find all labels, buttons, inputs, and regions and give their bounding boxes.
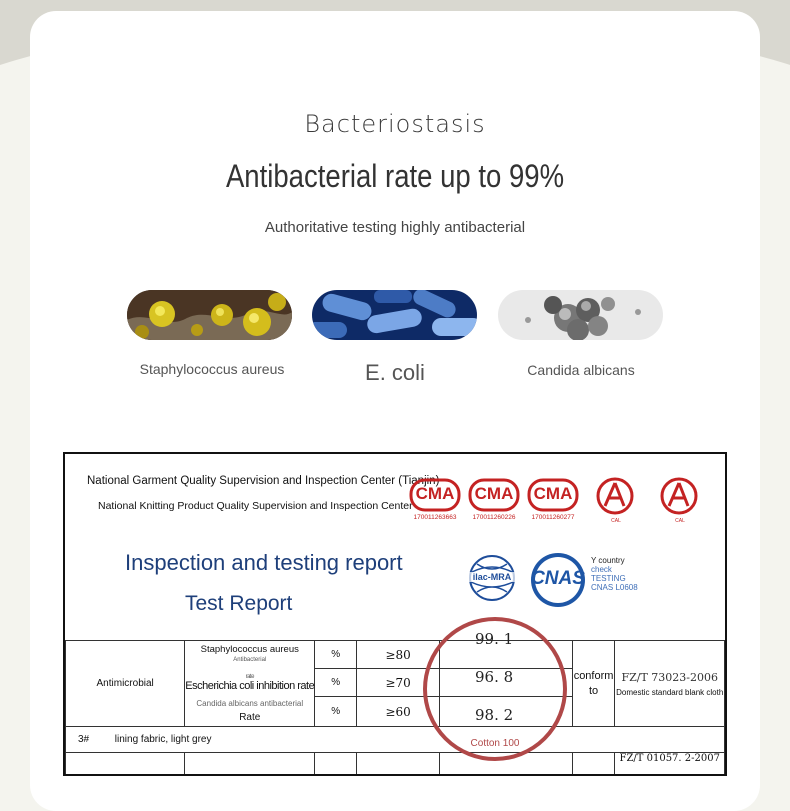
report-org-line2: National Knitting Product Quality Supervision and Inspection Center bbox=[98, 500, 413, 512]
item-staphylococcus: Staphylococcus aureus Antibacterial bbox=[185, 641, 315, 669]
test-report bbox=[63, 452, 727, 776]
unit-cell: % bbox=[315, 669, 357, 697]
standard-cell: FZ/T 73023-2006 Domestic standard blank cloth bbox=[615, 641, 725, 727]
result-value-3: 98. 2 bbox=[475, 706, 514, 724]
section-description: Authoritative testing highly antibacterial bbox=[264, 219, 526, 236]
unit-cell: % bbox=[315, 641, 357, 669]
item-candida: Candida albicans antibacterial Rate bbox=[185, 697, 315, 727]
table-row bbox=[66, 727, 725, 753]
verdict-cell: conform to bbox=[572, 641, 615, 727]
requirement-cell: ≥70 bbox=[357, 669, 440, 697]
ecoli-image bbox=[312, 290, 477, 340]
bacteria-label-ecoli: E. coli bbox=[365, 360, 425, 385]
bacteria-label-staphylococcus: Staphylococcus aureus bbox=[139, 361, 285, 377]
staphylococcus-image bbox=[127, 290, 292, 340]
candida-image bbox=[498, 290, 663, 340]
report-title: Inspection and testing report bbox=[125, 550, 403, 575]
item-ecoli: rate Escherichia coli inhibition rate bbox=[185, 669, 315, 697]
cotton-label: Cotton 100 bbox=[470, 738, 520, 749]
sample-row: 3# lining fabric, light grey bbox=[66, 727, 725, 753]
standard2-cell: FZ/T 01057. 2-2007 bbox=[615, 753, 725, 777]
cma-seal-1: CMA 170011263663 bbox=[409, 476, 461, 526]
cnas-logo: CNAS bbox=[527, 552, 589, 608]
requirement-cell: ≥80 bbox=[357, 641, 440, 669]
requirement-cell: ≥60 bbox=[357, 697, 440, 727]
section-title: Antibacterial rate up to 99% bbox=[225, 158, 565, 194]
cma-seal-3: CMA 170011260277 bbox=[527, 476, 579, 526]
result-value-2: 96. 8 bbox=[475, 668, 514, 686]
bacteria-label-candida: Candida albicans bbox=[527, 362, 635, 378]
cma-seal-2: CMA 170011260226 bbox=[468, 476, 520, 526]
highlight-circle bbox=[423, 617, 567, 761]
results-table bbox=[65, 640, 725, 776]
table-row bbox=[66, 641, 725, 669]
result-value-1: 99. 1 bbox=[475, 630, 514, 648]
cnas-note: Y country check TESTING CNAS L0608 bbox=[591, 556, 638, 592]
section-subtitle: Bacteriostasis bbox=[304, 110, 486, 138]
cal-seal-1: CAL bbox=[591, 476, 643, 526]
report-subtitle: Test Report bbox=[185, 592, 293, 615]
category-cell: Antimicrobial bbox=[66, 641, 185, 727]
cal-seal-2: CAL bbox=[655, 476, 707, 526]
unit-cell: % bbox=[315, 697, 357, 727]
report-org-line1: National Garment Quality Supervision and Inspection Center (Tianjin) bbox=[87, 475, 440, 487]
table-row bbox=[66, 753, 725, 777]
ilac-mra-logo: ilac-MRA bbox=[467, 552, 517, 608]
